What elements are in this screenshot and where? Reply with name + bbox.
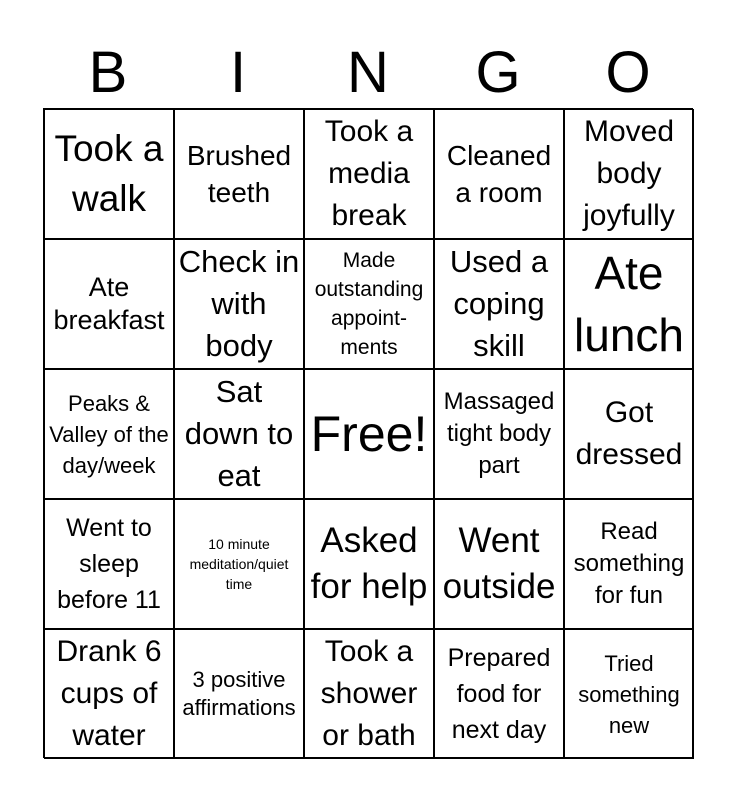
bingo-cell[interactable] (174, 239, 304, 369)
bingo-header (43, 38, 693, 108)
cell-text: Cleaned a room (446, 140, 552, 208)
bingo-grid (43, 108, 693, 758)
bingo-cell[interactable] (564, 109, 694, 239)
header-letter-n: N (347, 40, 389, 105)
cell-text: Got dressed (575, 396, 683, 471)
bingo-cell[interactable] (434, 239, 564, 369)
bingo-cell[interactable] (434, 499, 564, 629)
bingo-cell[interactable] (174, 629, 304, 759)
bingo-cell[interactable] (44, 239, 174, 369)
bingo-cell[interactable] (434, 109, 564, 239)
bingo-cell[interactable] (304, 499, 434, 629)
cell-text: Asked for help (310, 521, 428, 606)
bingo-cell[interactable] (44, 629, 174, 759)
cell-text: Drank 6 cups of water (56, 635, 162, 752)
cell-text: Ate lunch (574, 247, 684, 361)
cell-text: Prepared food for next day (447, 644, 551, 744)
bingo-cell[interactable] (44, 369, 174, 499)
cell-text: 3 positive affirmations (182, 667, 296, 720)
bingo-cell[interactable] (434, 629, 564, 759)
cell-text: Peaks & Valley of the day/week (49, 390, 169, 478)
free-space-text: Free! (310, 406, 428, 462)
cell-text: Check in with body (178, 244, 300, 363)
cell-text: Read something for fun (573, 518, 685, 609)
cell-text: Tried something new (578, 650, 680, 738)
bingo-cell[interactable] (564, 629, 694, 759)
cell-text: Made outstanding appoint-ments (314, 249, 424, 359)
cell-text: Took a media break (324, 115, 414, 232)
cell-text: Took a shower or bath (320, 635, 418, 752)
bingo-cell[interactable] (174, 499, 304, 629)
cell-text: Went outside (442, 521, 556, 606)
cell-text: Used a coping skill (449, 244, 549, 363)
bingo-cell[interactable] (174, 369, 304, 499)
cell-text: Sat down to eat (184, 374, 294, 493)
header-letter-i: I (229, 40, 247, 105)
header-letter-b: B (88, 40, 128, 105)
cell-text: Massaged tight body part (443, 388, 555, 479)
cell-text: Went to sleep before 11 (57, 514, 161, 614)
header-letter-g: G (475, 40, 521, 105)
cell-text: Ate breakfast (53, 272, 165, 335)
bingo-cell[interactable] (44, 499, 174, 629)
bingo-cell[interactable] (304, 109, 434, 239)
header-letter-o: O (605, 40, 651, 105)
bingo-cell[interactable] (564, 499, 694, 629)
cell-text: 10 minute meditation/quiet time (189, 536, 289, 592)
bingo-cell[interactable] (174, 109, 304, 239)
cell-text: Took a walk (54, 128, 164, 219)
bingo-cell-free[interactable] (304, 369, 434, 499)
bingo-cell[interactable] (44, 109, 174, 239)
bingo-cell[interactable] (304, 239, 434, 369)
bingo-cell[interactable] (304, 629, 434, 759)
bingo-cell[interactable] (564, 369, 694, 499)
bingo-cell[interactable] (434, 369, 564, 499)
cell-text: Moved body joyfully (583, 115, 675, 232)
cell-text: Brushed teeth (186, 140, 292, 208)
bingo-cell[interactable] (564, 239, 694, 369)
